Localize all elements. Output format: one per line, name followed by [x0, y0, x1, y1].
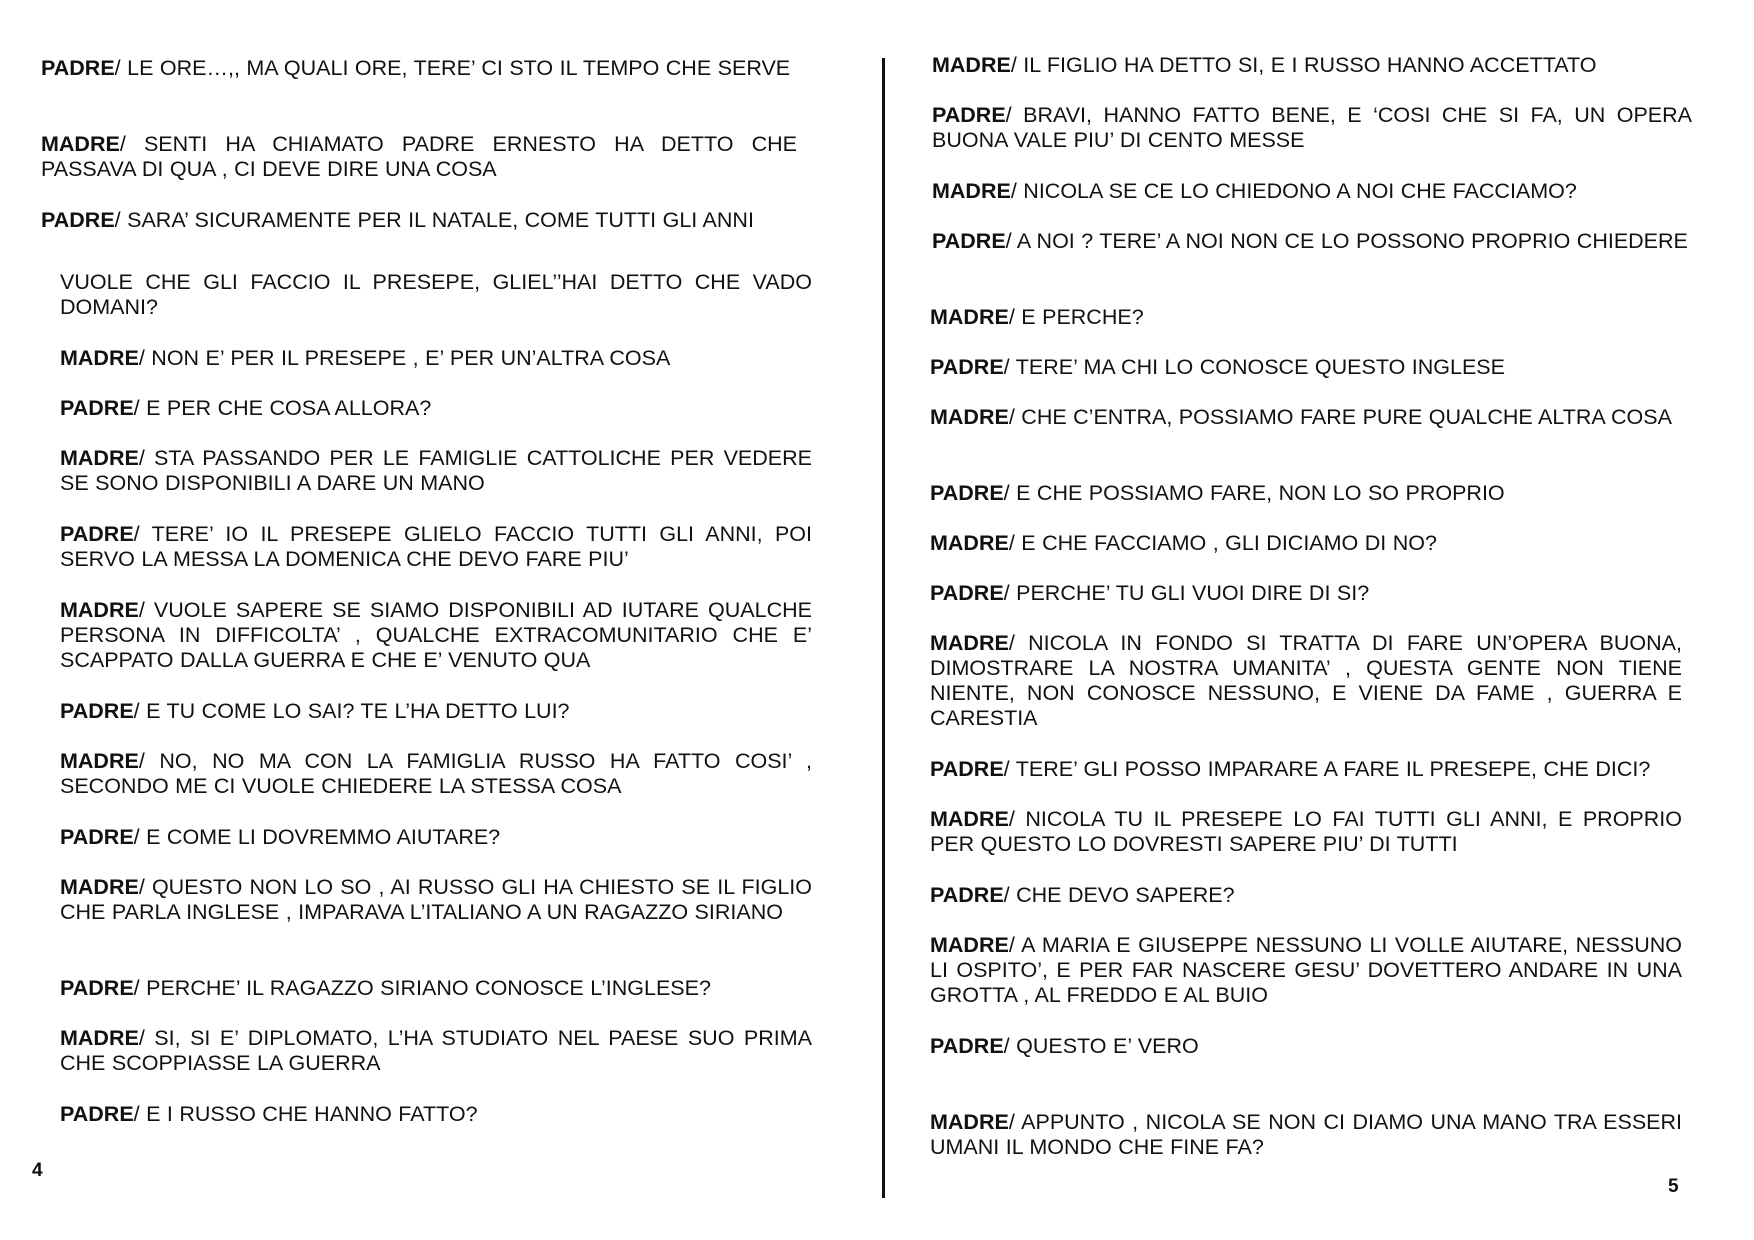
- dialogue-line: [930, 933, 1682, 1008]
- line-text: / E TU COME LO SAI? TE L’HA DETTO LUI?: [133, 699, 570, 723]
- dialogue-line: [930, 883, 1682, 908]
- line-text: / NICOLA TU IL PRESEPE LO FAI TUTTI GLI ANNI, E PROPRIO PER QUESTO LO DOVRESTI SAPERE PIU’ DI TUTTI: [930, 807, 1682, 856]
- speaker-name: PADRE: [930, 883, 1004, 907]
- dialogue-line: [60, 598, 812, 673]
- speaker-name: PADRE: [41, 56, 115, 80]
- dialogue-line: [60, 976, 812, 1001]
- speaker-name: MADRE: [930, 531, 1009, 555]
- speaker-name: MADRE: [932, 53, 1011, 77]
- line-text: / STA PASSANDO PER LE FAMIGLIE CATTOLICHE PER VEDERE SE SONO DISPONIBILI A DARE UN MANO: [60, 446, 812, 495]
- line-text: / APPUNTO , NICOLA SE NON CI DIAMO UNA MANO TRA ESSERI UMANI IL MONDO CHE FINE FA?: [930, 1110, 1682, 1159]
- speaker-name: PADRE: [60, 1102, 134, 1126]
- line-text: / SARA’ SICURAMENTE PER IL NATALE, COME TUTTI GLI ANNI: [114, 208, 754, 232]
- dialogue-line: [60, 875, 812, 925]
- dialogue-line: [60, 1102, 812, 1127]
- line-text: / NO, NO MA CON LA FAMIGLIA RUSSO HA FATTO COSI’ , SECONDO ME CI VUOLE CHIEDERE LA STESSA COSA: [60, 749, 812, 798]
- line-text: / E PERCHE?: [1008, 305, 1144, 329]
- dialogue-line: [930, 405, 1682, 430]
- speaker-name: MADRE: [930, 631, 1009, 655]
- dialogue-line: [930, 757, 1682, 782]
- line-text: / TERE’ IO IL PRESEPE GLIELO FACCIO TUTTI GLI ANNI, POI SERVO LA MESSA LA DOMENICA CHE DEVO FARE PIU’: [60, 522, 812, 571]
- dialogue-line: [60, 446, 812, 496]
- dialogue-line: [932, 179, 1692, 204]
- speaker-name: MADRE: [930, 1110, 1009, 1134]
- line-text: / IL FIGLIO HA DETTO SI, E I RUSSO HANNO ACCETTATO: [1010, 53, 1597, 77]
- page-number: 5: [1668, 1176, 1679, 1197]
- dialogue-line: [60, 270, 812, 320]
- dialogue-line: [60, 396, 812, 421]
- dialogue-line: [41, 132, 797, 182]
- line-text: / LE ORE…,, MA QUALI ORE, TERE’ CI STO IL TEMPO CHE SERVE: [114, 56, 791, 80]
- dialogue-line: [930, 355, 1682, 380]
- line-text: / E COME LI DOVREMMO AIUTARE?: [133, 825, 501, 849]
- dialogue-line: [930, 305, 1682, 330]
- speaker-name: MADRE: [930, 305, 1009, 329]
- dialogue-line: [60, 825, 812, 850]
- speaker-name: MADRE: [41, 132, 120, 156]
- dialogue-line: [60, 1026, 812, 1076]
- dialogue-line: [930, 1110, 1682, 1160]
- right-page: [880, 0, 1754, 1240]
- line-text: / E PER CHE COSA ALLORA?: [133, 396, 432, 420]
- line-text: / E CHE FACCIAMO , GLI DICIAMO DI NO?: [1008, 531, 1437, 555]
- dialogue-line: [930, 531, 1682, 556]
- line-text: / BRAVI, HANNO FATTO BENE, E ‘COSI CHE SI FA, UN OPERA BUONA VALE PIU’ DI CENTO MESSE: [932, 103, 1692, 152]
- speaker-name: PADRE: [930, 757, 1004, 781]
- speaker-name: MADRE: [60, 749, 139, 773]
- speaker-name: PADRE: [932, 103, 1006, 127]
- dialogue-line: [932, 103, 1692, 153]
- line-text: / CHE C’ENTRA, POSSIAMO FARE PURE QUALCHE ALTRA COSA: [1008, 405, 1672, 429]
- speaker-name: PADRE: [930, 1034, 1004, 1058]
- dialogue-line: [930, 631, 1682, 731]
- dialogue-line: [930, 581, 1682, 606]
- speaker-name: PADRE: [932, 229, 1006, 253]
- line-text: / NICOLA SE CE LO CHIEDONO A NOI CHE FACCIAMO?: [1010, 179, 1577, 203]
- speaker-name: PADRE: [60, 522, 134, 546]
- line-text: / A NOI ? TERE’ A NOI NON CE LO POSSONO PROPRIO CHIEDERE: [1005, 229, 1688, 253]
- page-number: 4: [32, 1160, 43, 1181]
- speaker-name: PADRE: [930, 355, 1004, 379]
- dialogue-line: [930, 1034, 1682, 1059]
- dialogue-line: [930, 807, 1682, 857]
- line-text: / PERCHE’ TU GLI VUOI DIRE DI SI?: [1003, 581, 1370, 605]
- speaker-name: MADRE: [930, 807, 1009, 831]
- line-text: / PERCHE’ IL RAGAZZO SIRIANO CONOSCE L’INGLESE?: [133, 976, 711, 1000]
- dialogue-line: [60, 699, 812, 724]
- dialogue-line: [60, 749, 812, 799]
- speaker-name: MADRE: [932, 179, 1011, 203]
- speaker-name: PADRE: [60, 396, 134, 420]
- line-text: / TERE’ MA CHI LO CONOSCE QUESTO INGLESE: [1003, 355, 1505, 379]
- dialogue-line: [41, 56, 797, 81]
- speaker-name: MADRE: [60, 875, 139, 899]
- speaker-name: PADRE: [41, 208, 115, 232]
- left-page: [0, 0, 876, 1240]
- line-text: / NICOLA IN FONDO SI TRATTA DI FARE UN’OPERA BUONA, DIMOSTRARE LA NOSTRA UMANITA’ , QUESTA GENTE NON TIENE NIENTE, NON CONOSCE NESSUNO, E VIENE DA FAME , GUERRA E CARESTIA: [930, 631, 1682, 730]
- dialogue-line: [930, 481, 1682, 506]
- speaker-name: PADRE: [60, 825, 134, 849]
- speaker-name: MADRE: [930, 933, 1009, 957]
- speaker-name: MADRE: [930, 405, 1009, 429]
- line-text: / TERE’ GLI POSSO IMPARARE A FARE IL PRESEPE, CHE DICI?: [1003, 757, 1651, 781]
- line-text: / SI, SI E’ DIPLOMATO, L’HA STUDIATO NEL PAESE SUO PRIMA CHE SCOPPIASSE LA GUERRA: [60, 1026, 812, 1075]
- speaker-name: PADRE: [60, 976, 134, 1000]
- line-text: / NON E’ PER IL PRESEPE , E’ PER UN’ALTRA COSA: [138, 346, 671, 370]
- dialogue-line: [60, 346, 812, 371]
- line-text: VUOLE CHE GLI FACCIO IL PRESEPE, GLIEL’’HAI DETTO CHE VADO DOMANI?: [60, 270, 812, 319]
- line-text: / A MARIA E GIUSEPPE NESSUNO LI VOLLE AIUTARE, NESSUNO LI OSPITO’, E PER FAR NASCERE GESU’ DOVETTERO ANDARE IN UNA GROTTA , AL FREDDO E AL BUIO: [930, 933, 1682, 1007]
- line-text: / E I RUSSO CHE HANNO FATTO?: [133, 1102, 478, 1126]
- dialogue-line: [932, 53, 1692, 78]
- speaker-name: MADRE: [60, 1026, 139, 1050]
- line-text: / QUESTO NON LO SO , AI RUSSO GLI HA CHIESTO SE IL FIGLIO CHE PARLA INGLESE , IMPARAVA L’ITALIANO A UN RAGAZZO SIRIANO: [60, 875, 812, 924]
- line-text: / QUESTO E’ VERO: [1003, 1034, 1199, 1058]
- speaker-name: PADRE: [60, 699, 134, 723]
- line-text: / SENTI HA CHIAMATO PADRE ERNESTO HA DETTO CHE PASSAVA DI QUA , CI DEVE DIRE UNA COSA: [41, 132, 797, 181]
- dialogue-line: [60, 522, 812, 572]
- speaker-name: PADRE: [930, 481, 1004, 505]
- dialogue-line: [932, 229, 1692, 254]
- line-text: / E CHE POSSIAMO FARE, NON LO SO PROPRIO: [1003, 481, 1505, 505]
- dialogue-line: [41, 208, 797, 233]
- speaker-name: MADRE: [60, 346, 139, 370]
- speaker-name: PADRE: [930, 581, 1004, 605]
- line-text: / VUOLE SAPERE SE SIAMO DISPONIBILI AD IUTARE QUALCHE PERSONA IN DIFFICOLTA’ , QUALCHE EXTRACOMUNITARIO CHE E’ SCAPPATO DALLA GUERRA E CHE E’ VENUTO QUA: [60, 598, 812, 672]
- line-text: / CHE DEVO SAPERE?: [1003, 883, 1235, 907]
- speaker-name: MADRE: [60, 598, 139, 622]
- speaker-name: MADRE: [60, 446, 139, 470]
